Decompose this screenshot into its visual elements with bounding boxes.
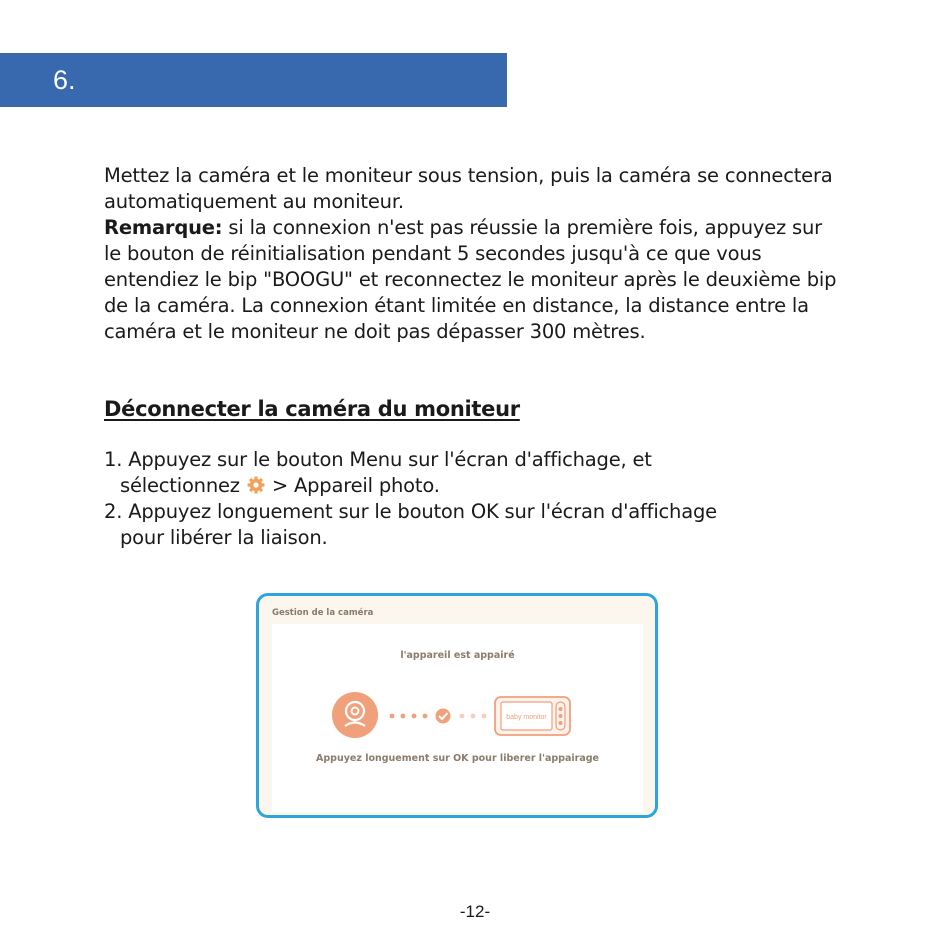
pairing-graphic	[332, 690, 592, 740]
step-2-line-2: pour libérer la liaison.	[120, 526, 328, 549]
screen-title: Gestion de la caméra	[272, 608, 374, 618]
gear-icon	[246, 475, 266, 495]
remark-label: Remarque:	[104, 216, 223, 239]
section-header-band	[0, 53, 507, 107]
intro-text	[104, 163, 844, 345]
step-1-line-1: 1. Appuyez sur le bouton Menu sur l'écran d'affichage, et	[104, 448, 652, 471]
check-icon	[436, 709, 451, 724]
remark-text: si la connexion n'est pas réussie la première fois, appuyez sur le bouton de réinitialisation pendant 5 secondes jusqu'à ce que vous entendiez le bip "BOOGU" et reconnectez le moniteur après le deuxième bip de la caméra. La connexion étant limitée en distance, la distance entre la caméra et le moniteur ne doit pas dépasser 300 mètres.	[104, 216, 837, 343]
step-2-line-1: 2. Appuyez longuement sur le bouton OK sur l'écran d'affichage	[104, 500, 717, 523]
page-number: -12-	[459, 902, 491, 921]
screen-panel	[272, 624, 643, 812]
intro-paragraph: Mettez la caméra et le moniteur sous tension, puis la caméra se connectera automatiquement au moniteur.	[104, 164, 833, 213]
step-1-text-after: > Appareil photo.	[265, 474, 440, 497]
camera-management-screen	[256, 593, 658, 818]
step-1-line-2	[104, 473, 844, 499]
remark-paragraph	[104, 215, 844, 345]
camera-icon	[332, 692, 378, 738]
section-title: Déconnecter la caméra du moniteur	[104, 397, 520, 421]
section-number: 6.	[53, 65, 76, 95]
step-1-text-before: sélectionnez	[120, 474, 246, 497]
pairing-status: l'appareil est appairé	[400, 650, 515, 661]
unpair-hint: Appuyez longuement sur OK pour liberer l'appairage	[316, 753, 599, 764]
baby-monitor-icon	[495, 697, 570, 735]
monitor-label: baby monitor	[506, 714, 547, 721]
steps-list	[104, 447, 844, 551]
